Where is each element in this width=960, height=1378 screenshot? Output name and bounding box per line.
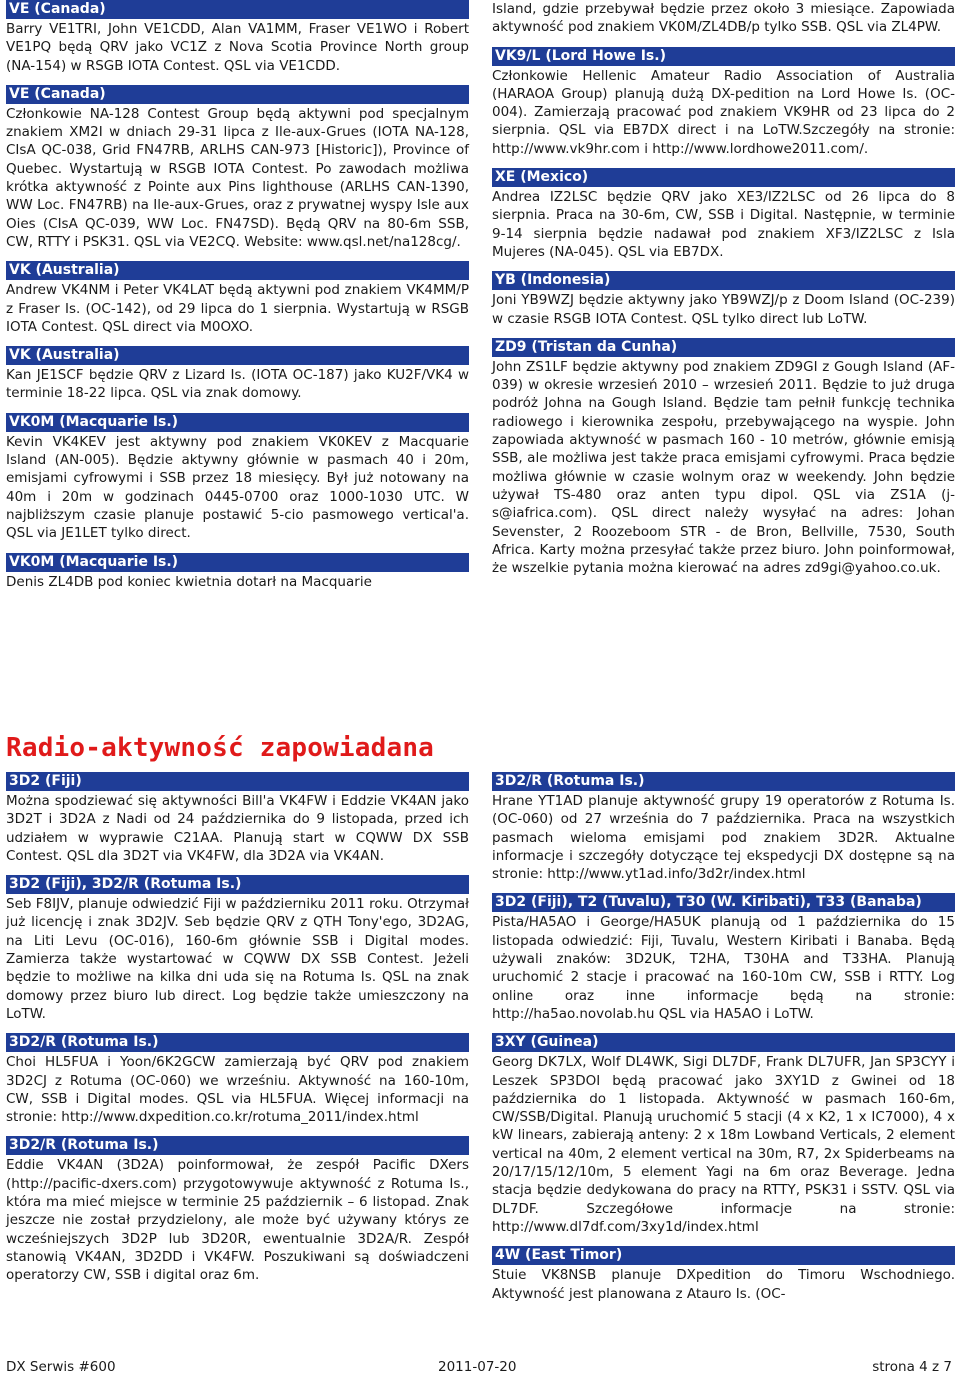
entry-text: Hrane YT1AD planuje aktywność grupy 19 operatorów z Rotuma Is. (OC-060) od 27 września do 7 października. Praca na wszystkich pasmach wieloma emisjami pod znakiem 3D2R. Aktualne informacje i szczegóły dotyczące tej ekspedycji DX dostępne są na stronie: http://www.yt1ad.info/3d2r/index.html	[492, 793, 955, 883]
page-footer	[6, 1358, 952, 1376]
entry-header: 3D2 (Fiji), T2 (Tuvalu), T30 (W. Kiribati), T33 (Banaba)	[492, 893, 955, 912]
entry-text: Członkowie NA-128 Contest Group będą aktywni pod specjalnym znakiem XM2I w dniach 29-31 lipca z Ile-aux-Grues (IOTA NA-128, CIsA QC-038, Grid FN47RB, ARLHS CAN-973 [Historic]), Province of Quebec. Wystartują w RSGB IOTA Contest. Po zawodach możliwa krótka aktywność z Pointe aux Pins lighthouse (ARLHS CAN-1390, WW Loc. FN47RB) na Ile-aux-Grues, oraz z prywatnej wyspy Isle aux Oies (CIsA QC-039, WW Loc. FN47SD). Będą QRV na 80-6m SSB, CW, RTTY i PSK31. QSL via VE2CQ. Website: www.qsl.net/na128cg/.	[6, 105, 469, 250]
news-entry	[6, 1033, 469, 1126]
entry-header: 3D2/R (Rotuma Is.)	[6, 1136, 469, 1155]
continuation-text-block	[492, 0, 955, 37]
entry-text: Członkowie Hellenic Amateur Radio Association of Australia (HARAOA Group) planują dużą DX-pedition na Lord Howe Is. (OC-004). Zamierzają pracować pod znakiem VK9HR od 23 lipca do 2 sierpnia. QSL via EB7DX direct i na LoTW.Szczegóły na stronie: http://www.vk9hr.com i http://www.lordhowe2011.com/.	[492, 67, 955, 157]
news-entry	[6, 1136, 469, 1284]
news-entry	[492, 338, 955, 578]
bottom-right-column	[492, 772, 955, 1313]
entry-header: ZD9 (Tristan da Cunha)	[492, 338, 955, 357]
footer-issue: DX Serwis #600	[6, 1359, 116, 1375]
entry-header: VE (Canada)	[6, 85, 469, 104]
entry-header: VK (Australia)	[6, 261, 469, 280]
entry-header: YB (Indonesia)	[492, 271, 955, 290]
news-entry	[492, 1246, 955, 1303]
bottom-left-column	[6, 772, 469, 1295]
continuation-text: Island, gdzie przebywał będzie przez około 3 miesiące. Zapowiada aktywność pod znakiem VK0M/ZL4DB/p tylko SSB. QSL via ZL4PW.	[492, 1, 955, 36]
top-left-column	[6, 0, 469, 601]
entry-text: Kevin VK4KEV jest aktywny pod znakiem VK0KEV z Macquarie Island (AN-005). Będzie aktywny głównie w pasmach 40 i 20m, emisjami cyfrowymi i SSB przez 18 miesięcy. Był już notowany na 40m i 20m w godzinach 0445-0700 oraz 1000-1030 UTC. W najbliższym czasie planuje postawić 5-cio pasmowego vertical'a. QSL via JE1LET tylko direct.	[6, 433, 469, 542]
news-entry	[6, 553, 469, 591]
entry-header: XE (Mexico)	[492, 168, 955, 187]
entry-text: Denis ZL4DB pod koniec kwietnia dotarł na Macquarie	[6, 573, 372, 590]
top-right-column	[492, 0, 955, 587]
news-entry	[492, 1033, 955, 1236]
entry-header: 3D2 (Fiji), 3D2/R (Rotuma Is.)	[6, 875, 469, 894]
entry-header: 3D2/R (Rotuma Is.)	[492, 772, 955, 791]
news-entry	[6, 875, 469, 1023]
entry-header: VK9/L (Lord Howe Is.)	[492, 47, 955, 66]
footer-page-number: strona 4 z 7	[872, 1359, 952, 1375]
news-entry	[492, 271, 955, 328]
entry-text: Andrea IZ2LSC będzie QRV jako XE3/IZ2LSC od 26 lipca do 8 sierpnia. Praca na 30-6m, CW, SSB i Digital. Następnie, w terminie 9-14 sierpnia będzie nadawał pod znakiem XF3/IZ2LSC z Isla Mujeres (NA-045). QSL via EB7DX.	[492, 189, 955, 260]
news-entry	[6, 772, 469, 865]
entry-header: VK0M (Macquarie Is.)	[6, 413, 469, 432]
entry-text: Barry VE1TRI, John VE1CDD, Alan VA1MM, Fraser VE1WO i Robert VE1PQ będą QRV jako VC1Z z Nova Scotia Province North group (NA-154) w RSGB IOTA Contest. QSL via VE1CDD.	[6, 21, 469, 74]
entry-text: Joni YB9WZJ będzie aktywny jako YB9WZJ/p z Doom Island (OC-239) w czasie RSGB IOTA Contest. QSL tylko direct lub LoTW.	[492, 292, 955, 327]
entry-text: Andrew VK4NM i Peter VK4LAT będą aktywni pod znakiem VK4MM/P z Fraser Is. (OC-142), od 29 lipca do 1 sierpnia. Wystartują w RSGB IOTA Contest. QSL direct via M0OXO.	[6, 282, 469, 335]
entry-text: Georg DK7LX, Wolf DL4WK, Sigi DL7DF, Frank DL7UFR, Jan SP3CYY i Leszek SP3DOI będą pracować jako 3XY1D z Gwinei od 18 października do 1 listopada. Aktywność w pasmach 160-6m, CW/SSB/Digital. Planują uruchomić 5 stacji (4 x K2, 1 x IC7000), 4 x kW linears, zabierają anteny: 2 x 18m Lowband Verticals, 2 element vertical na 40m, 2 element vertical na 30m, R7, 2x Spiderbeams na 20/17/15/12/10m, 5 element Yagi na 6m oraz Beverage. Jedna stacja będzie dedykowana do pracy na RTTY, PSK31 i SSTV. QSL via DL7DF. Szczegółowe informacje na stronie: http://www.dl7df.com/3xy1d/index.html	[492, 1054, 955, 1235]
entry-text: Pista/HA5AO i George/HA5UK planują od 1 października do 15 listopada odwiedzić: Fiji, Tuvalu, Western Kiribati i Banaba. Będą używali znaków: 3D2UK, T2HA, T30HA and T33HA. Planują uruchomić 2 stacje i pracować na 160-10m CW, SSB i RTTY. Log online oraz inne informacje będą na stronie: http://ha5ao.novolab.hu QSL via HA5AO i LoTW.	[492, 914, 955, 1022]
entry-text: Stuie VK8NSB planuje DXpedition do Timoru Wschodniego. Aktywność jest planowana z Atauro Is. (OC-	[492, 1267, 955, 1302]
footer-date: 2011-07-20	[438, 1359, 517, 1375]
news-entry	[6, 261, 469, 336]
news-entry	[6, 413, 469, 543]
section-title: Radio-aktywność zapowiadana	[6, 733, 435, 763]
entry-text: Kan JE1SCF będzie QRV z Lizard Is. (IOTA OC-187) jako KU2F/VK4 w terminie 18-22 lipca. QSL via znak domowy.	[6, 367, 469, 402]
news-entry	[492, 168, 955, 261]
entry-header: VE (Canada)	[6, 0, 469, 19]
entry-text: John ZS1LF będzie aktywny pod znakiem ZD9GI z Gough Island (AF-039) w okresie wrzesień 2010 – wrzesień 2011. Będzie to już druga podróż Johna na Gough Island. Będzie tam pełnił funkcję technika radiowego i kierownika zespołu, przebywającego na wyspie. John zapowiada aktywność w pasmach 160 - 10 metrów, głównie emisją SSB, ale możliwa jest także praca emisjami cyfrowymi. Praca będzie możliwa głównie w czasie wolnym oraz w weekendy. John będzie używał TS-480 oraz anten typu dipol. QSL via ZS1A (j-s@iafrica.com). QSL direct należy wysyłać na adres: Johan Sevenster, 2 Roozeboom STR - de Bron, Bellville, 7530, South Africa. Karty można przesyłać także przez biuro. John poinformował, że wszelkie pytania można kierować na adres zd9gi@yahoo.co.uk.	[492, 358, 955, 577]
entry-text: Choi HL5FUA i Yoon/6K2GCW zamierzają być QRV pod znakiem 3D2CJ z Rotuma (OC-060) we wrześniu. Aktywność na 160-10m, CW, SSB i Digital modes. QSL via HL5FUA. Więcej informacji na stronie: http://www.dxpedition.co.kr/rotuma_2011/index.html	[6, 1054, 469, 1126]
entry-header: 3D2/R (Rotuma Is.)	[6, 1033, 469, 1052]
news-entry	[492, 772, 955, 883]
news-entry	[492, 893, 955, 1023]
entry-header: VK0M (Macquarie Is.)	[6, 553, 469, 572]
news-entry	[6, 346, 469, 403]
entry-header: 3XY (Guinea)	[492, 1033, 955, 1052]
news-entry	[492, 47, 955, 158]
entry-header: 4W (East Timor)	[492, 1246, 955, 1265]
entry-text: Eddie VK4AN (3D2A) poinformował, że zespół Pacific DXers (http://pacific-dxers.com) przygotowywuje aktywność z Rotuma Is., która ma mieć miejsce w terminie 25 październik – 6 listopad. Znak jeszcze nie został przydzielony, ale może być używany którys ze wcześniejszych 3D2P lub 3D20R, ewentualnie 3D2A/R. Zespół stanowią VK4AN, 3D2DD i VK4FW. Poszukiwani są doświadczeni operatorzy CW, SSB i digital oraz 6m.	[6, 1157, 469, 1284]
entry-header: 3D2 (Fiji)	[6, 772, 469, 791]
news-entry	[6, 85, 469, 251]
entry-header: VK (Australia)	[6, 346, 469, 365]
entry-text: Seb F8IJV, planuje odwiedzić Fiji w październiku 2011 roku. Otrzymał już licencję i znak 3D2JV. Seb będzie QRV z QTH Tony'ego, 3D2AG, na Liti Levu (OC-016), 160-6m głównie SSB i Digital modes. Zamierza także wystartować w CQWW DX SSB Contest. Jeżeli będzie to możliwe na kilka dni uda się na Rotuma Is. QSL na znak domowy przez biuro lub direct. Log będzie także umieszczony na LoTW.	[6, 896, 469, 1022]
news-entry	[6, 0, 469, 75]
entry-text: Można spodziewać się aktywności Bill'a VK4FW i Eddzie VK4AN jako 3D2T i 3D2A z Nadi od 24 października do 9 listopada, przed ich udziałem w wyprawie C21AA. Planują start w CQWW DX SSB Contest. QSL dla 3D2T via VK4FW, dla 3D2A via VK4AN.	[6, 793, 469, 864]
